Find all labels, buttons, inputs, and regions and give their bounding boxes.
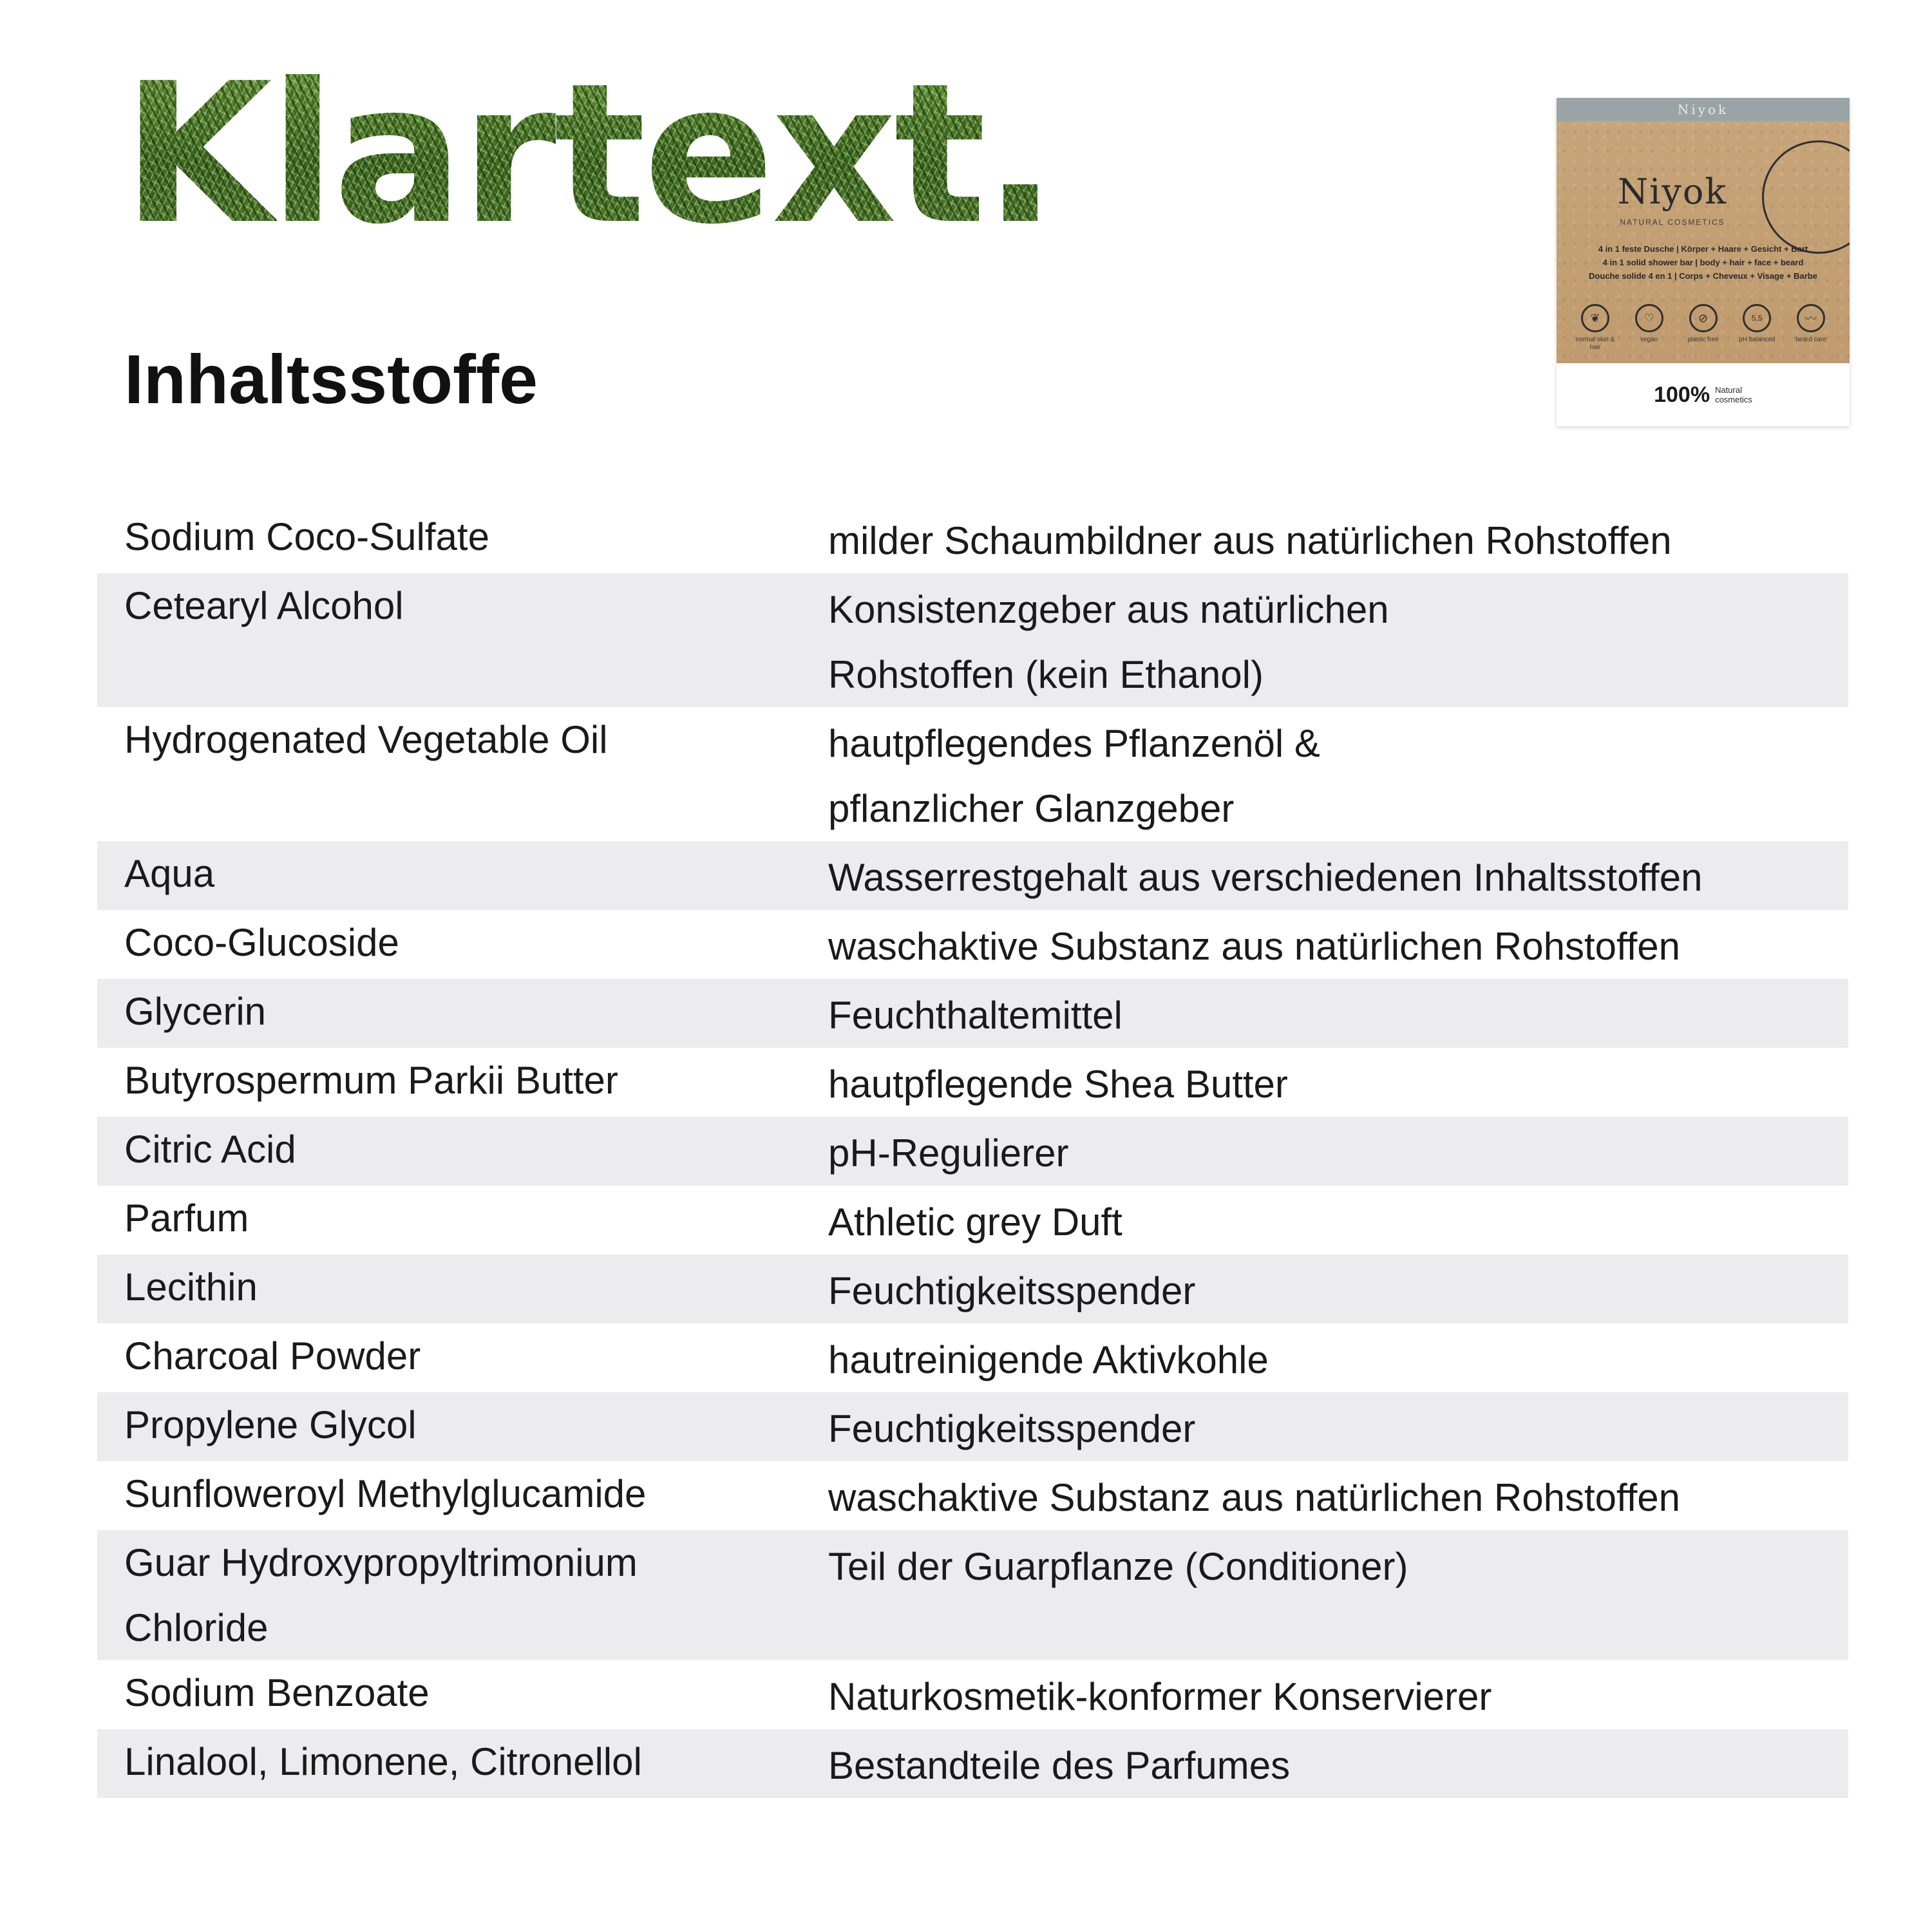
- badge-normal: [1569, 304, 1621, 352]
- ingredient-description: pH-Regulierer: [828, 1132, 1069, 1175]
- product-brand: Niyok: [1617, 171, 1728, 212]
- ingredient-name: Sodium Benzoate: [124, 1671, 430, 1714]
- ingredient-description: hautpflegende Shea Butter: [828, 1063, 1288, 1106]
- cosmetics-label: cosmetics: [1715, 395, 1752, 404]
- ingredient-name: Aqua: [124, 852, 215, 895]
- table-row: [97, 1530, 1848, 1660]
- table-row: [97, 1117, 1848, 1186]
- badge-vegan: [1624, 304, 1675, 352]
- ingredient-name: Guar Hydroxypropyltrimonium Chloride: [124, 1541, 638, 1649]
- natural-label: Natural: [1715, 385, 1742, 395]
- ingredient-description: Feuchthaltemittel: [828, 994, 1122, 1037]
- heart-vegan-icon: ♡: [1635, 304, 1663, 332]
- table-row: [97, 573, 1848, 707]
- product-kraft-panel: [1557, 121, 1850, 363]
- ingredient-name: Linalool, Limonene, Citronellol: [124, 1740, 642, 1783]
- ingredient-description: Konsistenzgeber aus natürlichen Rohstoffen (kein Ethanol): [828, 588, 1389, 696]
- product-badges: [1569, 304, 1837, 352]
- ingredient-description: Bestandteile des Parfumes: [828, 1744, 1291, 1787]
- table-row: [97, 1660, 1848, 1729]
- product-description-line: 4 in 1 solid shower bar | body + hair + face + beard: [1602, 258, 1804, 267]
- table-row: [97, 1729, 1848, 1798]
- ingredient-name: Propylene Glycol: [124, 1403, 417, 1446]
- ingredient-name: Sunfloweroyl Methylglucamide: [124, 1472, 647, 1515]
- badge-label: normal skin & hair: [1575, 336, 1615, 351]
- natural-percent: 100%: [1654, 382, 1710, 407]
- ingredient-description: milder Schaumbildner aus natürlichen Rohstoffen: [828, 519, 1672, 562]
- ingredient-description: hautreinigende Aktivkohle: [828, 1338, 1269, 1381]
- table-row: [97, 841, 1848, 910]
- table-row: [97, 1048, 1848, 1117]
- ingredient-description: waschaktive Substanz aus natürlichen Rohstoffen: [828, 925, 1681, 968]
- ingredient-name: Coco-Glucoside: [124, 921, 399, 964]
- ingredient-description: Athletic grey Duft: [828, 1200, 1122, 1244]
- ingredient-name: Cetearyl Alcohol: [124, 584, 404, 627]
- table-row: [97, 1186, 1848, 1255]
- ingredient-description: waschaktive Substanz aus natürlichen Rohstoffen: [828, 1476, 1681, 1519]
- badge-label: beard care: [1795, 336, 1826, 343]
- product-brand-subtitle: NATURAL COSMETICS: [1620, 218, 1725, 227]
- badge-ph: [1731, 304, 1783, 352]
- table-row: [97, 910, 1848, 979]
- table-row: [97, 707, 1848, 841]
- product-description-line: 4 in 1 feste Dusche | Körper + Haare + Gesicht + Bart: [1598, 244, 1808, 254]
- table-row: [97, 1255, 1848, 1323]
- ingredient-description: Feuchtigkeitsspender: [828, 1269, 1196, 1312]
- ingredient-description: Teil der Guarpflanze (Conditioner): [828, 1545, 1408, 1588]
- ingredients-table: [97, 504, 1848, 1798]
- badge-plastic-free: [1678, 304, 1729, 352]
- ingredient-name: Sodium Coco-Sulfate: [124, 515, 489, 558]
- ingredient-name: Charcoal Powder: [124, 1334, 421, 1378]
- leaf-icon: ❦: [1581, 304, 1609, 332]
- ingredient-name: Citric Acid: [124, 1128, 296, 1171]
- badge-beard: [1785, 304, 1837, 352]
- table-row: [97, 1323, 1848, 1392]
- ph-icon: 5,5: [1743, 304, 1771, 332]
- ingredient-description: Feuchtigkeitsspender: [828, 1407, 1196, 1450]
- product-bottom-band: [1557, 363, 1850, 426]
- product-description-line: Douche solide 4 en 1 | Corps + Cheveux + Visage + Barbe: [1589, 271, 1817, 281]
- badge-label: plastic free: [1687, 336, 1719, 343]
- product-top-band: Niyok: [1557, 98, 1850, 121]
- bottle-crossed-icon: ⊘: [1689, 304, 1718, 332]
- mustache-icon: 〰: [1797, 304, 1825, 332]
- section-title: Inhaltsstoffe: [124, 340, 538, 418]
- ingredient-description: Wasserrestgehalt aus verschiedenen Inhaltsstoffen: [828, 856, 1703, 899]
- headline: Klartext.: [122, 42, 1055, 267]
- table-row: [97, 1392, 1848, 1461]
- badge-label: vegan: [1640, 336, 1658, 343]
- ingredient-description: hautpflegendes Pflanzenöl & pflanzlicher Glanzgeber: [828, 722, 1320, 830]
- product-image: [1557, 98, 1850, 426]
- table-row: [97, 504, 1848, 573]
- table-row: [97, 979, 1848, 1048]
- ingredient-name: Glycerin: [124, 990, 267, 1033]
- table-row: [97, 1461, 1848, 1530]
- ingredient-name: Butyrospermum Parkii Butter: [124, 1059, 618, 1102]
- product-description: [1557, 242, 1850, 283]
- ingredient-description: Naturkosmetik-konformer Konservierer: [828, 1675, 1492, 1718]
- natural-percent-label: [1715, 385, 1752, 404]
- badge-label: pH balanced: [1739, 336, 1776, 343]
- ingredient-name: Hydrogenated Vegetable Oil: [124, 718, 608, 761]
- ingredient-name: Lecithin: [124, 1265, 258, 1309]
- ingredient-name: Parfum: [124, 1197, 249, 1240]
